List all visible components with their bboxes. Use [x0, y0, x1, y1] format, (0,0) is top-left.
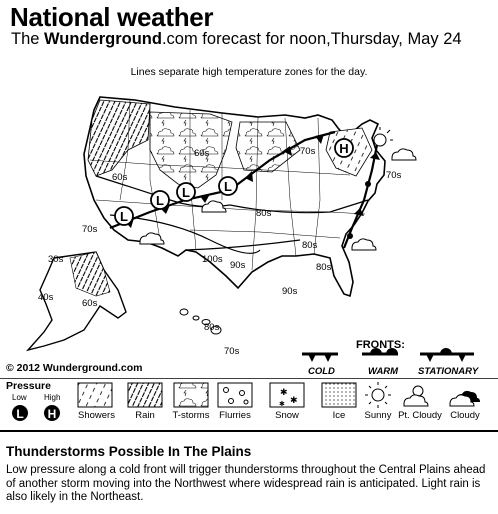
low-pressure-marker [177, 183, 195, 201]
snow-icon [270, 383, 304, 408]
subtitle-suffix: .com forecast for noon,Thursday, May 24 [161, 30, 462, 48]
story-headline: Thunderstorms Possible In The Plains [6, 444, 252, 459]
pressure-marker-letter: L [224, 179, 232, 194]
weather-map [0, 80, 498, 380]
sun-legend-icon [365, 382, 391, 408]
svg-text:H: H [47, 407, 57, 421]
legend-label-snow: Snow [275, 410, 299, 421]
low-pressure-marker [219, 177, 237, 195]
thunderstorm-icon [174, 383, 208, 407]
temperature-label: 80s [204, 322, 220, 333]
high-pressure-marker [335, 139, 353, 157]
temperature-label: 70s [82, 224, 98, 235]
low-pressure-legend-icon [12, 405, 28, 421]
temperature-label: 80s [316, 262, 332, 273]
cloud-icon [352, 239, 376, 250]
rain-icon [128, 383, 162, 407]
svg-text:L: L [16, 407, 24, 421]
high-legend-label: High [44, 393, 61, 402]
ice-icon [322, 383, 356, 407]
temperature-label: 60s [82, 298, 98, 309]
low-pressure-marker [151, 191, 169, 209]
sun-icon [374, 127, 393, 146]
svg-text:✱: ✱ [279, 401, 285, 408]
pressure-marker-letter: L [156, 193, 164, 208]
stationary-front-icon [420, 348, 474, 362]
forecast-story [0, 430, 498, 514]
legend-label-rain: Rain [135, 410, 155, 421]
map-note: Lines separate high temperature zones for the day. [130, 66, 368, 78]
front-label-cold: COLD [308, 366, 335, 377]
legend [0, 378, 498, 428]
flurries-icon [218, 383, 252, 407]
forecast-subtitle [11, 30, 462, 49]
pressure-marker-letter: H [339, 141, 349, 156]
temperature-label: 80s [302, 240, 318, 251]
temperature-label: 60s [194, 148, 210, 159]
legend-label-cloudy: Cloudy [450, 410, 480, 421]
showers-icon [78, 383, 112, 407]
temperature-label: 90s [282, 286, 298, 297]
legend-label-flurries: Flurries [219, 410, 251, 421]
legend-label-showers: Showers [78, 410, 115, 421]
svg-text:✱: ✱ [290, 395, 298, 405]
pressure-marker-letter: L [120, 209, 128, 224]
temperature-label: 80s [256, 208, 272, 219]
temperature-label: 90s [230, 260, 246, 271]
cloud-icon [392, 149, 416, 160]
legend-label-sunny: Sunny [364, 410, 392, 421]
fronts-title: FRONTS: [356, 339, 405, 351]
temperature-label: 70s [300, 146, 316, 157]
temperature-label: 100s [202, 254, 223, 265]
cold-front-icon [302, 354, 338, 362]
temperature-label: 60s [112, 172, 128, 183]
front-label-warm: WARM [368, 366, 399, 377]
front-label-stationary: STATIONARY [418, 366, 479, 377]
low-legend-label: Low [12, 393, 27, 402]
low-pressure-marker [115, 207, 133, 225]
pressure-legend-title: Pressure [6, 380, 51, 392]
temperature-label: 30s [48, 254, 64, 265]
page-title: National weather [10, 2, 214, 32]
legend-label-tstorms: T-storms [172, 410, 210, 421]
brand-name: Wunderground [44, 30, 162, 48]
legend-label-partly-cloudy: Pt. Cloudy [398, 410, 442, 421]
copyright: © 2012 Wunderground.com [6, 362, 143, 374]
partly-cloudy-legend-icon [404, 386, 428, 406]
pressure-marker-letter: L [182, 185, 190, 200]
legend-label-ice: Ice [332, 410, 346, 421]
temperature-label: 70s [386, 170, 402, 181]
subtitle-prefix: The [11, 30, 45, 48]
svg-text:✱: ✱ [280, 387, 288, 397]
cloudy-legend-icon [450, 391, 480, 406]
high-pressure-legend-icon [44, 405, 60, 421]
story-body: Low pressure along a cold front will trigger thunderstorms throughout the Central Plains ahead of another storm moving into the Northwest where widespread rain is anticipated. Light rain is also likely in the Northeast. [6, 464, 486, 503]
temperature-label: 40s [38, 292, 54, 303]
temperature-label: 70s [224, 346, 240, 357]
